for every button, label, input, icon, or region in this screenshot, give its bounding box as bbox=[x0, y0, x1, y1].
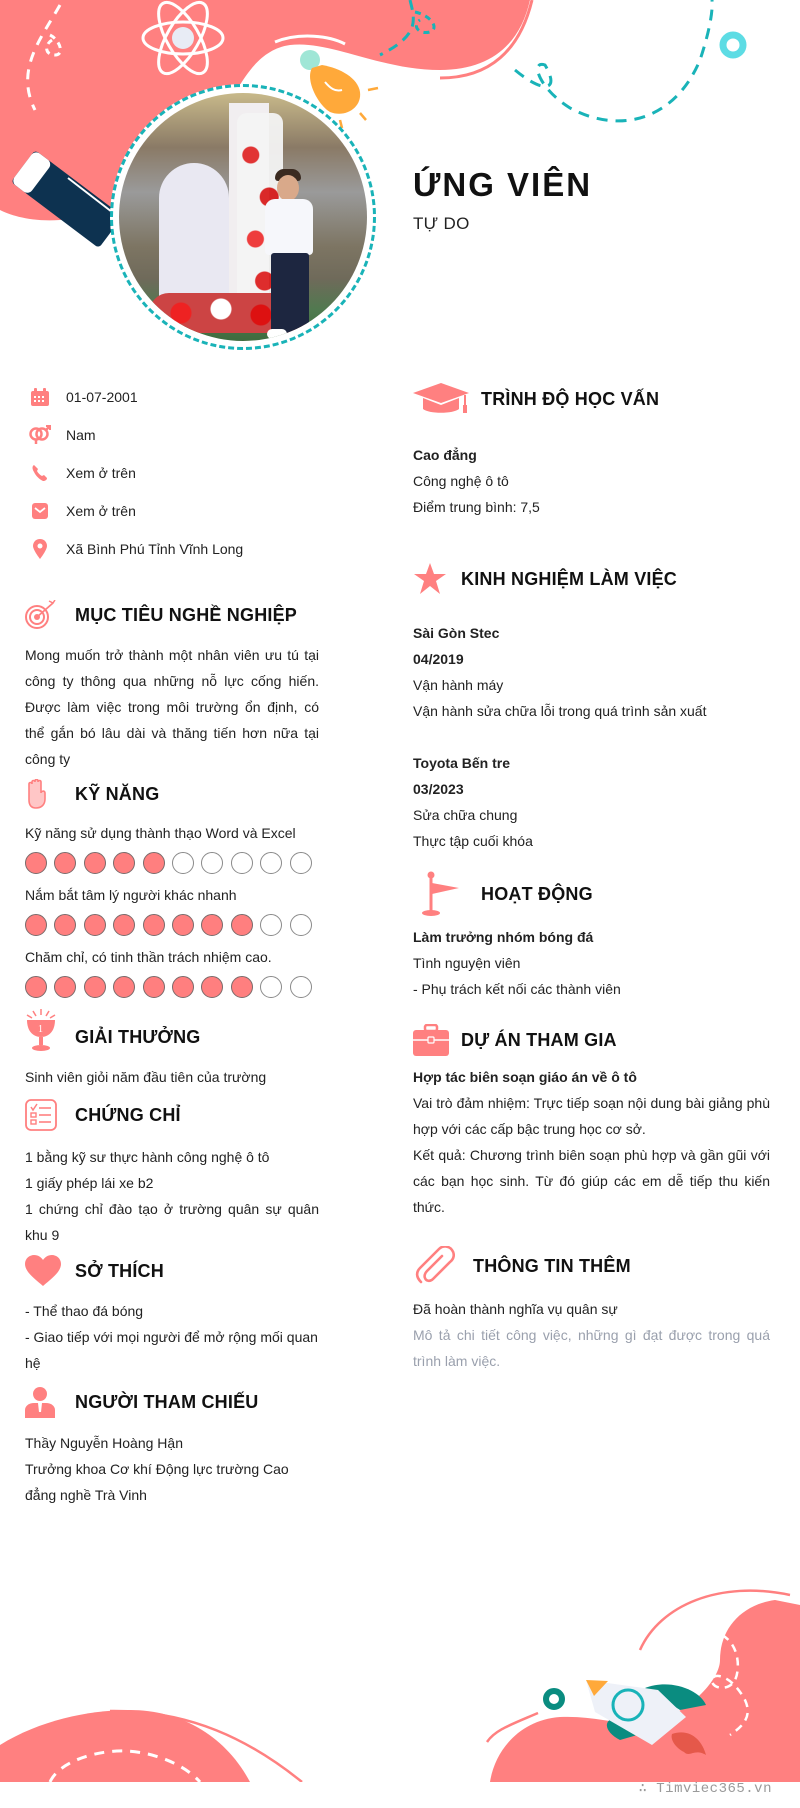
address-value: Xã Bình Phú Tỉnh Vĩnh Long bbox=[66, 541, 244, 557]
section-education bbox=[413, 378, 770, 520]
rating-dot-filled bbox=[113, 976, 135, 998]
activities-title: HOẠT ĐỘNG bbox=[481, 883, 593, 904]
rating-dot-empty bbox=[290, 914, 312, 936]
contact-email bbox=[25, 492, 319, 530]
education-major: Công nghệ ô tô bbox=[413, 473, 509, 489]
certificate-item: 1 chứng chỉ đào tạo ở trường quân sự quân khu 9 bbox=[25, 1201, 319, 1243]
reference-position: Trưởng khoa Cơ khí Động lực trường Cao đẳng nghề Trà Vinh bbox=[25, 1461, 289, 1503]
checklist-icon bbox=[25, 1099, 75, 1131]
trophy-icon bbox=[25, 1009, 75, 1053]
experience-date: 03/2023 bbox=[413, 781, 464, 797]
avatar-frame bbox=[110, 84, 376, 350]
hobby-item: - Thể thao đá bóng bbox=[25, 1303, 144, 1319]
rating-dot-empty bbox=[290, 976, 312, 998]
section-activities bbox=[413, 870, 770, 1002]
section-additional bbox=[413, 1244, 770, 1374]
rating-dot-empty bbox=[260, 852, 282, 874]
activity-description: - Phụ trách kết nối các thành viên bbox=[413, 981, 621, 997]
objective-text: Mong muốn trở thành một nhân viên ưu tú tại công ty thông qua những nỗ lực cống hiến. Được làm việc trong môi trường ổn định, có thể gắn bó lâu dài và thăng tiến hơn nữa tại công ty bbox=[25, 647, 319, 767]
hobbies-title: SỞ THÍCH bbox=[75, 1260, 164, 1281]
rating-dot-filled bbox=[172, 914, 194, 936]
project-entry bbox=[413, 1064, 770, 1220]
avatar-photo bbox=[119, 93, 367, 341]
activity-role: Tình nguyện viên bbox=[413, 955, 521, 971]
candidate-name: ỨNG VIÊN bbox=[413, 166, 593, 203]
rating-dot-filled bbox=[172, 976, 194, 998]
certificates-title: CHỨNG CHỈ bbox=[75, 1104, 181, 1125]
project-name: Hợp tác biên soạn giáo án về ô tô bbox=[413, 1069, 637, 1085]
contact-birthday bbox=[25, 378, 319, 416]
rating-dot-filled bbox=[113, 852, 135, 874]
birthday-value: 01-07-2001 bbox=[66, 389, 138, 405]
svg-text:1: 1 bbox=[38, 1024, 43, 1035]
job-title: TỰ DO bbox=[413, 214, 470, 233]
section-projects bbox=[413, 1020, 770, 1220]
name-block bbox=[413, 166, 592, 234]
education-title: TRÌNH ĐỘ HỌC VẤN bbox=[481, 388, 660, 409]
left-column bbox=[25, 378, 319, 1508]
rating-dot-empty bbox=[290, 852, 312, 874]
additional-title: THÔNG TIN THÊM bbox=[473, 1255, 631, 1276]
references-list bbox=[25, 1430, 319, 1508]
contact-list bbox=[25, 378, 319, 568]
target-icon bbox=[25, 600, 75, 630]
rating-dot-empty bbox=[231, 852, 253, 874]
rating-dot-empty bbox=[260, 976, 282, 998]
gender-icon bbox=[28, 423, 52, 447]
rating-dot-empty bbox=[201, 852, 223, 874]
section-objective bbox=[25, 598, 319, 772]
skill-name: Kỹ năng sử dụng thành thạo Word và Excel bbox=[25, 825, 296, 841]
skill-item bbox=[25, 944, 319, 998]
phone-value: Xem ở trên bbox=[66, 465, 136, 481]
footer-decoration bbox=[0, 1560, 800, 1782]
rating-dot-filled bbox=[143, 914, 165, 936]
additional-text: Đã hoàn thành nghĩa vụ quân sự bbox=[413, 1301, 618, 1317]
rating-dot-filled bbox=[143, 852, 165, 874]
activity-name: Làm trưởng nhóm bóng đá bbox=[413, 929, 594, 945]
right-column bbox=[413, 378, 770, 1374]
person-icon bbox=[25, 1386, 75, 1418]
rating-dot-filled bbox=[201, 914, 223, 936]
section-awards bbox=[25, 1006, 319, 1090]
location-pin-icon bbox=[28, 537, 52, 561]
rating-dot-filled bbox=[25, 914, 47, 936]
section-experience bbox=[413, 560, 770, 854]
certificates-list bbox=[25, 1144, 319, 1248]
awards-text: Sinh viên giỏi năm đầu tiên của trường bbox=[25, 1069, 267, 1085]
rating-dot-filled bbox=[143, 976, 165, 998]
section-certificates bbox=[25, 1096, 319, 1248]
rating-dot-filled bbox=[113, 914, 135, 936]
experience-description: Vận hành sửa chữa lỗi trong quá trình sản xuất bbox=[413, 703, 707, 719]
graduation-cap-icon bbox=[413, 383, 481, 415]
section-references bbox=[25, 1382, 319, 1508]
skills-title: KỸ NĂNG bbox=[75, 783, 160, 804]
additional-entry bbox=[413, 1296, 770, 1374]
references-title: NGƯỜI THAM CHIẾU bbox=[75, 1391, 259, 1412]
heart-icon bbox=[25, 1255, 75, 1287]
gender-value: Nam bbox=[66, 427, 96, 443]
experience-position: Sửa chữa chung bbox=[413, 807, 518, 823]
rating-dot-filled bbox=[54, 914, 76, 936]
experience-position: Vận hành máy bbox=[413, 677, 504, 693]
certificate-item: 1 giấy phép lái xe b2 bbox=[25, 1175, 154, 1191]
experience-title: KINH NGHIỆM LÀM VIỆC bbox=[461, 568, 678, 589]
experience-date: 04/2019 bbox=[413, 651, 464, 667]
rating-dot-filled bbox=[25, 852, 47, 874]
skill-rating bbox=[25, 914, 319, 936]
rating-dot-empty bbox=[260, 914, 282, 936]
project-role: Vai trò đảm nhiệm: Trực tiếp soạn nội dung bài giảng phù hợp với các cấp bậc trung học cơ sở. bbox=[413, 1095, 770, 1137]
rating-dot-filled bbox=[231, 914, 253, 936]
contact-gender bbox=[25, 416, 319, 454]
experience-company: Toyota Bến tre bbox=[413, 755, 510, 771]
rating-dot-filled bbox=[84, 852, 106, 874]
star-icon bbox=[413, 563, 461, 595]
skill-item bbox=[25, 882, 319, 936]
rating-dot-filled bbox=[25, 976, 47, 998]
hobbies-list bbox=[25, 1298, 319, 1376]
rating-dot-filled bbox=[84, 914, 106, 936]
experience-company: Sài Gòn Stec bbox=[413, 625, 500, 641]
rating-dot-filled bbox=[54, 852, 76, 874]
briefcase-icon bbox=[413, 1024, 461, 1056]
projects-title: DỰ ÁN THAM GIA bbox=[461, 1029, 617, 1050]
paperclip-icon bbox=[413, 1246, 473, 1286]
rating-dot-filled bbox=[84, 976, 106, 998]
skills-list bbox=[25, 820, 319, 998]
hobby-item: - Giao tiếp với mọi người để mở rộng mối quan hệ bbox=[25, 1329, 318, 1371]
education-entry bbox=[413, 442, 770, 520]
rating-dot-filled bbox=[231, 976, 253, 998]
rating-dot-empty bbox=[172, 852, 194, 874]
skill-item bbox=[25, 820, 319, 874]
experience-description: Thực tập cuối khóa bbox=[413, 833, 533, 849]
experience-entry bbox=[413, 750, 770, 854]
hand-icon bbox=[25, 779, 75, 809]
email-icon bbox=[28, 499, 52, 523]
objective-title: MỤC TIÊU NGHỀ NGHIỆP bbox=[75, 604, 298, 625]
skill-name: Nắm bắt tâm lý người khác nhanh bbox=[25, 887, 237, 903]
additional-placeholder: Mô tả chi tiết công việc, những gì đạt được trong quá trình làm việc. bbox=[413, 1327, 770, 1369]
section-hobbies bbox=[25, 1252, 319, 1376]
project-result: Kết quả: Chương trình biên soạn phù hợp và gần gũi với các bạn học sinh. Từ đó giúp các em dễ tiếp thu kiến thức. bbox=[413, 1147, 770, 1215]
awards-title: GIẢI THƯỞNG bbox=[75, 1026, 201, 1047]
education-gpa: Điểm trung bình: 7,5 bbox=[413, 499, 540, 515]
contact-phone bbox=[25, 454, 319, 492]
rating-dot-filled bbox=[201, 976, 223, 998]
watermark: ∴ Timviec365.vn bbox=[638, 1781, 772, 1797]
skill-rating bbox=[25, 852, 319, 874]
contact-address bbox=[25, 530, 319, 568]
flag-icon bbox=[413, 871, 481, 917]
certificate-item: 1 bằng kỹ sư thực hành công nghệ ô tô bbox=[25, 1149, 270, 1165]
experience-entry bbox=[413, 620, 770, 724]
section-skills bbox=[25, 774, 319, 998]
rating-dot-filled bbox=[54, 976, 76, 998]
calendar-icon bbox=[28, 385, 52, 409]
skill-name: Chăm chỉ, có tinh thần trách nhiệm cao. bbox=[25, 949, 272, 965]
education-school: Cao đẳng bbox=[413, 447, 477, 463]
phone-icon bbox=[28, 461, 52, 485]
skill-rating bbox=[25, 976, 319, 998]
activity-entry bbox=[413, 924, 770, 1002]
email-value: Xem ở trên bbox=[66, 503, 136, 519]
reference-name: Thầy Nguyễn Hoàng Hận bbox=[25, 1435, 183, 1451]
